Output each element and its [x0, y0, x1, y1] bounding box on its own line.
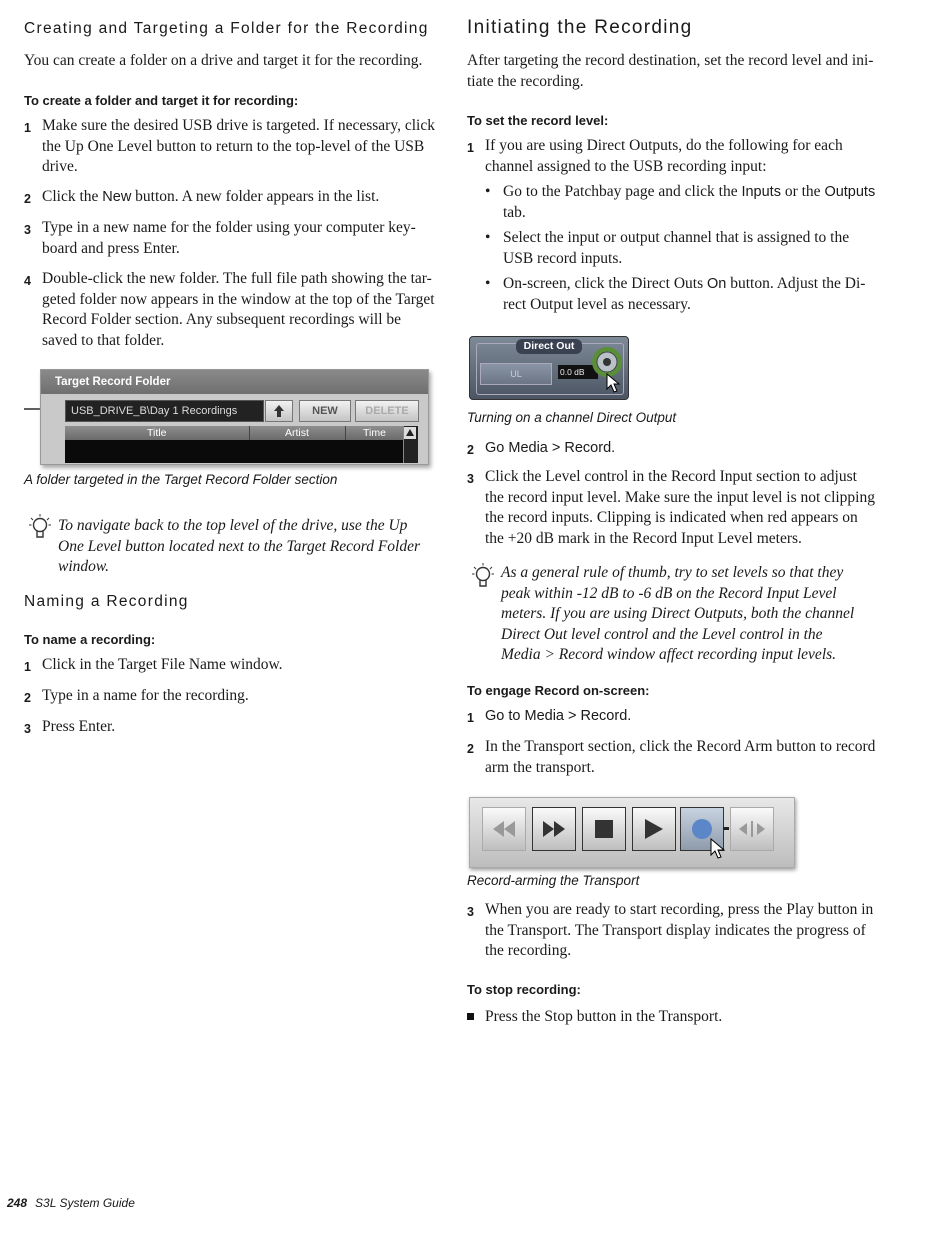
- mouse-cursor-icon: [710, 838, 726, 860]
- column-title: Title: [147, 427, 167, 439]
- record-icon: [691, 818, 713, 840]
- stop-icon: [595, 820, 613, 838]
- up-one-level-button[interactable]: [265, 400, 293, 422]
- list-item: 4 Double-click the new folder. The full file path showing the tar-geted folder now appears in the window at the top of the Target Record Folder section. Any subsequent recordings will be saved to that folder.: [24, 270, 435, 349]
- scroll-up-icon: [404, 427, 416, 439]
- figure-caption: Turning on a channel Direct Output: [467, 410, 677, 425]
- tip-text: To navigate back to the top level of the drive, use the Up One Level button located next to the Target Record Folder window.: [58, 517, 421, 575]
- new-folder-button[interactable]: NEW: [299, 400, 351, 422]
- page-footer: [7, 1196, 135, 1210]
- table-header: [65, 426, 417, 440]
- direct-out-figure: [469, 336, 629, 400]
- list-item: 2 Go Media > Record.: [467, 440, 616, 457]
- figure-caption: A folder targeted in the Target Record Folder section: [24, 472, 338, 487]
- square-bullet-icon: [467, 1013, 474, 1020]
- procedure-title: To name a recording:: [24, 632, 156, 647]
- section-heading-initiating: Initiating the Recording: [467, 17, 693, 38]
- tip-text: As a general rule of thumb, try to set levels so that they peak within -12 dB to -6 dB on the Record Input Level meters. If you are using Direct Outputs, both the channel Direct Out level control and the Level control in the Media > Record window affect recording input levels.: [501, 564, 855, 663]
- bullet-item: • Go to the Patchbay page and click the Inputs or the Outputs tab.: [485, 183, 876, 221]
- procedure-title: To stop recording:: [467, 982, 581, 997]
- transport-figure: [469, 797, 795, 868]
- mouse-cursor-icon: [606, 373, 622, 393]
- figure-caption: Record-arming the Transport: [467, 873, 640, 888]
- bullet-item: • On-screen, click the Direct Outs On button. Adjust the Di-rect Output level as necessary.: [485, 275, 866, 313]
- lightbulb-tip-icon: [28, 513, 52, 543]
- up-arrow-icon: [272, 404, 286, 418]
- rewind-button[interactable]: [482, 807, 526, 851]
- list-item: 1 If you are using Direct Outputs, do the following for each channel assigned to the USB recording input:: [467, 137, 843, 175]
- direct-out-title: Direct Out: [516, 339, 582, 354]
- document-title: S3L System Guide: [35, 1196, 135, 1210]
- procedure-title: To engage Record on-screen:: [467, 683, 650, 698]
- page-number: 248: [7, 1196, 28, 1210]
- section-heading-creating-folder: Creating and Targeting a Folder for the Recording: [24, 20, 429, 37]
- play-icon: [645, 819, 663, 839]
- target-record-folder-figure: [40, 369, 429, 465]
- list-item: 3 Click the Level control in the Record Input section to adjust the record input level. Make sure the input level is not clipping the record inputs. Clipping is indicated when red appears on the +20 dB mark in the Record Input Level meters.: [467, 468, 875, 547]
- direct-out-on-button[interactable]: UL: [480, 363, 552, 385]
- rewind-icon: [493, 821, 515, 837]
- intro-paragraph: You can create a folder on a drive and target it for the recording.: [24, 52, 423, 69]
- figure-title-bar: Target Record Folder: [41, 370, 428, 394]
- fast-forward-icon: [543, 821, 565, 837]
- procedure-title: To create a folder and target it for recording:: [24, 93, 299, 108]
- play-button[interactable]: [632, 807, 676, 851]
- list-item: 3 Press Enter.: [24, 718, 116, 736]
- list-item: 2 Click the New button. A new folder appears in the list.: [24, 188, 380, 206]
- list-item: Press the Stop button in the Transport.: [467, 1007, 879, 1028]
- fast-forward-button[interactable]: [532, 807, 576, 851]
- list-item: 2 Type in a name for the recording.: [24, 687, 249, 705]
- delete-button[interactable]: DELETE: [355, 400, 419, 422]
- list-item: 2 In the Transport section, click the Record Arm button to record arm the transport.: [467, 738, 876, 776]
- lightbulb-tip-icon: [471, 562, 495, 592]
- loop-button[interactable]: [730, 807, 774, 851]
- section-heading-naming: Naming a Recording: [24, 593, 189, 610]
- scrollbar[interactable]: [403, 426, 418, 463]
- intro-paragraph: After targeting the record destination, set the record level and ini-tiate the recording.: [467, 52, 874, 90]
- folder-path-field[interactable]: USB_DRIVE_B\Day 1 Recordings: [65, 400, 264, 422]
- loop-icon: [739, 821, 765, 837]
- list-item: 3 Type in a new name for the folder using your computer key-board and press Enter.: [24, 219, 416, 257]
- folder-list[interactable]: [65, 440, 417, 463]
- list-item: 1 Make sure the desired USB drive is targeted. If necessary, click the Up One Level button to return to the top-level of the USB drive.: [24, 117, 435, 175]
- list-item: 3 When you are ready to start recording, press the Play button in the Transport. The Transport display indicates the progress of the recording.: [467, 901, 874, 959]
- list-item: 1 Go to Media > Record.: [467, 708, 632, 725]
- bullet-item: • Select the input or output channel that is assigned to the USB record inputs.: [485, 229, 850, 267]
- column-artist: Artist: [285, 427, 309, 439]
- direct-out-level-display: 0.0 dB: [558, 365, 598, 379]
- column-time: Time: [363, 427, 386, 439]
- procedure-title: To set the record level:: [467, 113, 609, 128]
- list-item: 1 Click in the Target File Name window.: [24, 656, 283, 674]
- stop-button[interactable]: [582, 807, 626, 851]
